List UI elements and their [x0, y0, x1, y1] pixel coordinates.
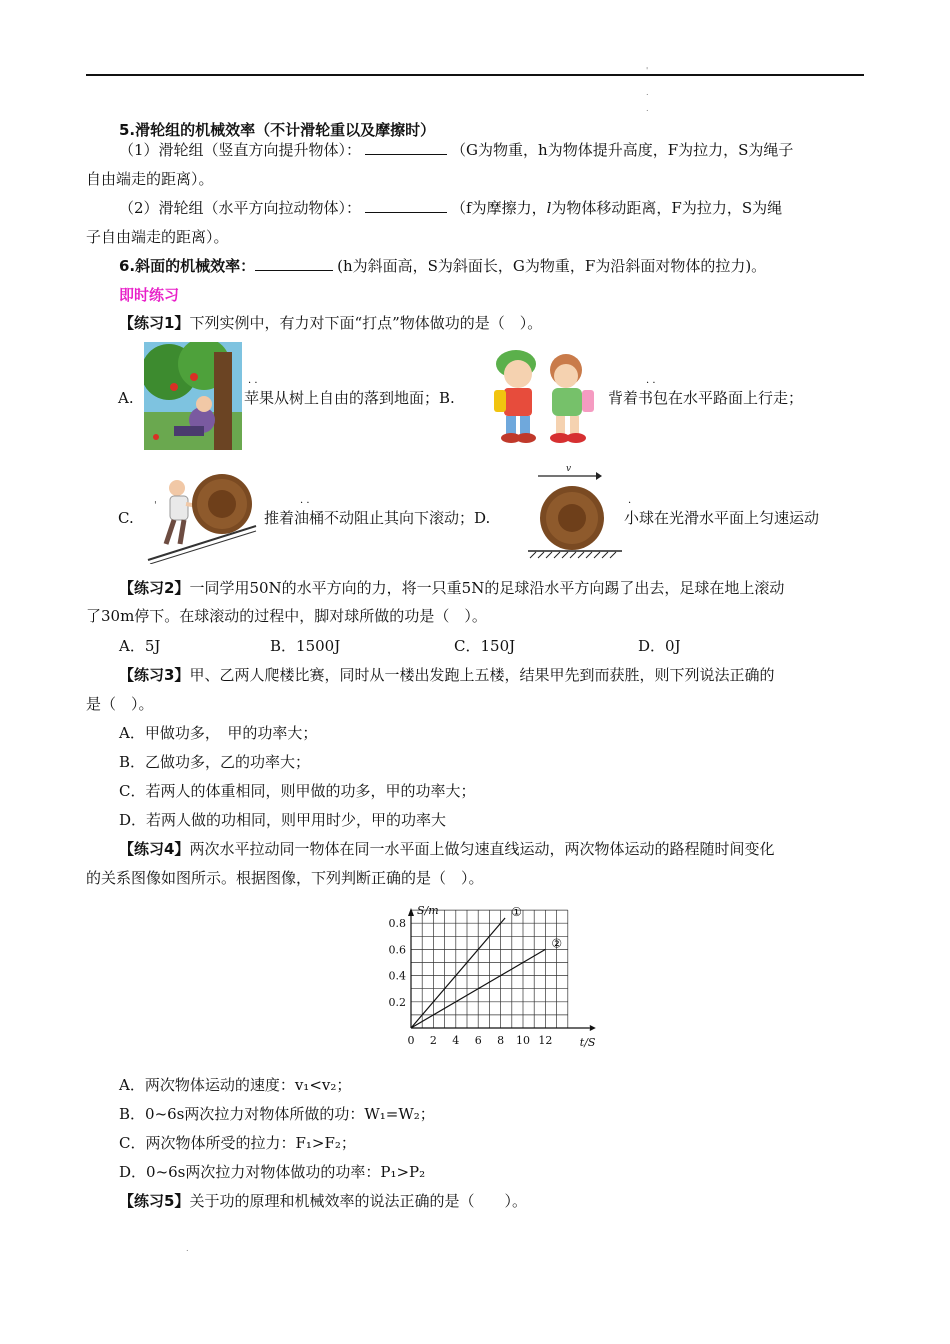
- x-tick-label: 2: [429, 1034, 437, 1047]
- velocity-label: v: [566, 464, 572, 474]
- section6-title: 6.斜面的机械效率：: [119, 257, 256, 275]
- answer-blank[interactable]: [365, 140, 447, 155]
- practice-heading: 即时练习: [119, 286, 180, 304]
- ex1-option-a-text: 苹果从树上自由的落到地面；B.: [244, 389, 455, 407]
- x-tick-label: 8: [497, 1034, 505, 1047]
- ex2-line2: 了30m停下。在球滚动的过程中，脚对球所做的功是（ ）。: [86, 607, 487, 625]
- x-tick-label: 4: [452, 1034, 460, 1047]
- emphasis-dots: · ·: [300, 498, 310, 509]
- ex3-text1: 甲、乙两人爬楼比赛，同时从一楼出发跑上五楼，结果甲先到而获胜，则下列说法正确的: [189, 666, 775, 684]
- x-tick-label: 12: [538, 1034, 553, 1047]
- scan-mark: .: [646, 104, 649, 113]
- section5-item2-cont: 子自由端走的距离）。: [86, 228, 229, 246]
- ex3-option-c[interactable]: C．若两人的体重相同，则甲做的功多，甲的功率大；: [119, 782, 476, 800]
- ex3-label: 【练习3】: [119, 666, 190, 684]
- scan-mark: .: [646, 88, 649, 97]
- ex4-text1: 两次水平拉动同一物体在同一水平面上做匀速直线运动，两次物体运动的路程随时间变化: [189, 840, 775, 858]
- x-tick-label: 6: [474, 1034, 482, 1047]
- ex1-option-c-text: 推着油桶不动阻止其向下滚动；D.: [264, 509, 491, 527]
- item1-prefix: （1）滑轮组（竖直方向提升物体）：: [119, 141, 362, 159]
- ex1-option-c-label: C.: [118, 509, 134, 527]
- ex5-label: 【练习5】: [119, 1192, 190, 1210]
- emphasis-dots: ·: [628, 498, 632, 509]
- section6-suffix: (h为斜面高，S为斜面长，G为物重，F为沿斜面对物体的拉力)。: [337, 257, 767, 275]
- ex5-text: 关于功的原理和机械效率的说法正确的是（ ）。: [189, 1192, 527, 1210]
- ex2-option-b[interactable]: B．1500J: [270, 637, 341, 655]
- item2-suffix: （f为摩擦力，: [451, 199, 547, 217]
- ex1-question: [119, 313, 542, 333]
- ex3-line1: [119, 665, 774, 685]
- ex2-line1: [119, 578, 784, 598]
- answer-blank[interactable]: [365, 198, 447, 213]
- header-rule: [86, 74, 864, 76]
- ex4-option-a[interactable]: A．两次物体运动的速度：v₁<v₂；: [119, 1076, 352, 1094]
- ex3-line2: 是（ ）。: [86, 695, 154, 713]
- ex3-option-a[interactable]: A．甲做功多， 甲的功率大；: [119, 724, 318, 742]
- ex4-option-b[interactable]: B．0~6s两次拉力对物体所做的功：W₁=W₂；: [119, 1105, 435, 1123]
- item2-suffix2: 为物体移动距离，F为拉力，S为绳: [551, 199, 783, 217]
- ex2-option-a[interactable]: A．5J: [119, 637, 161, 655]
- ex4-line2: 的关系图像如图所示。根据图像，下列判断正确的是（ ）。: [86, 869, 484, 887]
- rolling-ball-illustration: [524, 462, 624, 562]
- ex4-label: 【练习4】: [119, 840, 190, 858]
- section5-item2: [119, 198, 782, 218]
- y-tick-label: 0.8: [388, 917, 406, 931]
- item1-suffix: （G为物重，h为物体提升高度，F为拉力，S为绳子: [451, 141, 794, 159]
- emphasis-dots: · ·: [248, 378, 258, 389]
- apple-tree-illustration: [144, 342, 242, 450]
- ex1-option-d-text: 小球在光滑水平面上匀速运动: [624, 509, 820, 527]
- y-tick-label: 0.2: [388, 995, 406, 1009]
- kids-backpack-illustration: [486, 342, 604, 446]
- item2-l-symbol: l: [546, 199, 552, 217]
- ex2-option-d[interactable]: D．0J: [638, 637, 681, 655]
- series-label: ①: [511, 904, 522, 919]
- ex4-option-c[interactable]: C．两次物体所受的拉力：F₁>F₂；: [119, 1134, 356, 1152]
- ex4-line1: [119, 839, 774, 859]
- y-axis-label: S/m: [417, 904, 439, 917]
- answer-blank[interactable]: [255, 256, 333, 271]
- push-barrel-illustration: [144, 470, 258, 564]
- svg-text:': ': [154, 500, 157, 511]
- y-axis-arrow: [408, 908, 414, 916]
- ex1-text: 下列实例中，有力对下面“打点”物体做功的是（ ）。: [189, 314, 543, 332]
- ex5-question: [119, 1191, 527, 1211]
- ex1-option-a-label: A.: [118, 389, 134, 407]
- distance-time-chart: [380, 898, 600, 1063]
- ex2-text1: 一同学用50N的水平方向的力，将一只重5N的足球沿水平方向踢了出去，足球在地上滚动: [189, 579, 785, 597]
- section6: [119, 256, 766, 276]
- section5-item1-cont: 自由端走的距离）。: [86, 170, 214, 188]
- scan-mark: .: [186, 1244, 189, 1253]
- y-tick-label: 0.4: [388, 969, 406, 983]
- x-axis-arrow: [590, 1025, 596, 1031]
- y-tick-label: 0.6: [388, 943, 406, 957]
- ex3-option-d[interactable]: D．若两人做的功相同，则甲用时少，甲的功率大: [119, 811, 447, 829]
- series-label: ②: [551, 936, 563, 951]
- ex3-option-b[interactable]: B．乙做功多，乙的功率大；: [119, 753, 311, 771]
- item2-prefix: （2）滑轮组（水平方向拉动物体）：: [119, 199, 362, 217]
- section5-title: 5.滑轮组的机械效率（不计滑轮重以及摩擦时）: [119, 121, 436, 139]
- ex1-label: 【练习1】: [119, 314, 190, 332]
- scan-mark: ': [646, 66, 649, 75]
- ex1-option-b-text: 背着书包在水平路面上行走；: [608, 389, 804, 407]
- emphasis-dots: · ·: [646, 378, 656, 389]
- x-axis-label: t/S: [579, 1036, 596, 1049]
- x-tick-label: 10: [516, 1034, 530, 1047]
- ex4-option-d[interactable]: D．0~6s两次拉力对物体做功的功率：P₁>P₂: [119, 1163, 426, 1181]
- x-tick-label: 0: [407, 1034, 415, 1047]
- section5-item1: [119, 140, 793, 160]
- series-line: [411, 918, 505, 1028]
- ex2-option-c[interactable]: C．150J: [454, 637, 516, 655]
- ex2-label: 【练习2】: [119, 579, 190, 597]
